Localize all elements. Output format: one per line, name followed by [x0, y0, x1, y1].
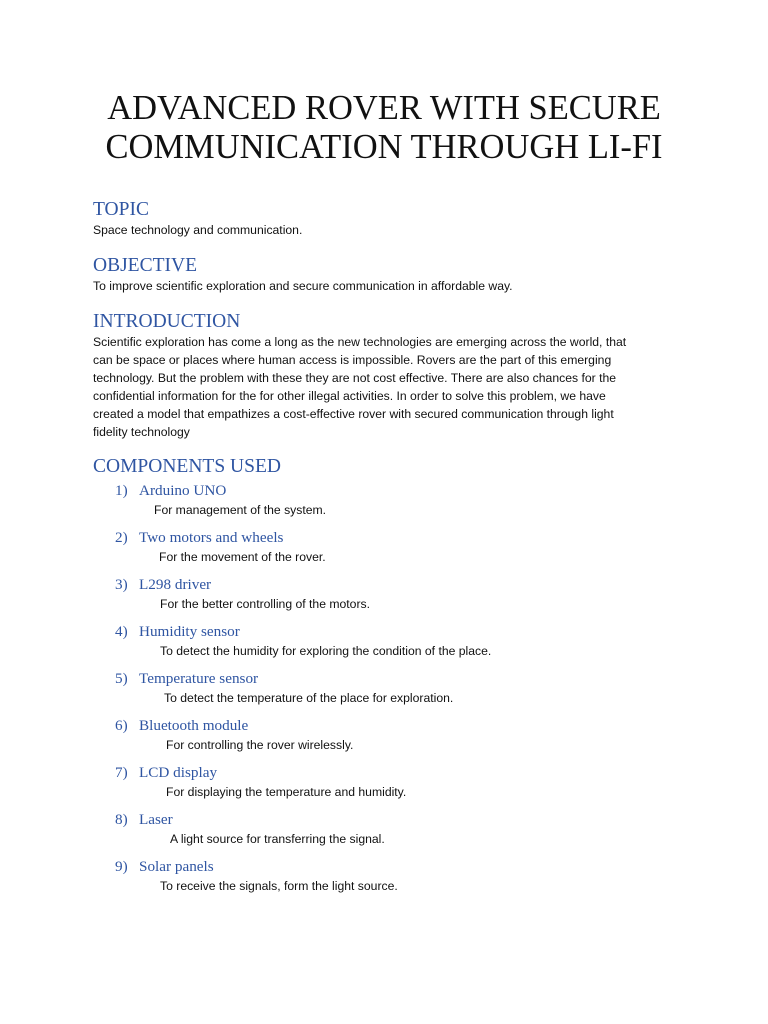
component-number: 3)	[115, 576, 128, 593]
component-description: For controlling the rover wirelessly.	[166, 738, 354, 752]
component-description: For the movement of the rover.	[159, 550, 326, 564]
component-description: For the better controlling of the motors.	[160, 597, 370, 611]
components-heading: COMPONENTS USED	[93, 456, 281, 477]
component-name: Humidity sensor	[139, 623, 240, 640]
introduction-heading: INTRODUCTION	[93, 311, 241, 332]
component-number: 1)	[115, 482, 128, 499]
introduction-line: confidential information for the for other illegal activities. In order to solve this problem, we have	[93, 388, 606, 403]
component-name: Laser	[139, 811, 173, 828]
component-description: To receive the signals, form the light source.	[160, 879, 398, 893]
title-line-1: ADVANCED ROVER WITH SECURE	[107, 89, 661, 127]
component-name: Temperature sensor	[139, 670, 259, 687]
component-description: A light source for transferring the signal.	[170, 832, 385, 846]
component-description: To detect the humidity for exploring the condition of the place.	[160, 644, 492, 658]
component-description: For displaying the temperature and humidity.	[166, 785, 407, 799]
topic-text: Space technology and communication.	[93, 223, 303, 237]
topic-heading: TOPIC	[93, 199, 149, 220]
component-number: 7)	[115, 764, 128, 781]
component-name: Two motors and wheels	[139, 529, 284, 546]
component-description: For management of the system.	[154, 503, 327, 517]
component-name: Bluetooth module	[139, 717, 249, 734]
component-number: 4)	[115, 623, 128, 640]
component-name: LCD display	[139, 764, 218, 781]
introduction-line: fidelity technology	[93, 424, 190, 439]
objective-heading: OBJECTIVE	[93, 255, 197, 276]
introduction-line: Scientific exploration has come a long as the new technologies are emerging across the world, that	[93, 335, 627, 349]
component-description: To detect the temperature of the place for exploration.	[164, 691, 454, 705]
component-name: Solar panels	[139, 858, 214, 875]
title-line-2: COMMUNICATION THROUGH LI-FI	[105, 128, 663, 166]
objective-text: To improve scientific exploration and secure communication in affordable way.	[93, 279, 513, 293]
component-number: 9)	[115, 858, 128, 875]
introduction-line: created a model that empathizes a cost-effective rover with secured communication through light	[93, 406, 614, 421]
component-number: 2)	[115, 529, 128, 546]
component-number: 5)	[115, 670, 128, 687]
introduction-line: technology. But the problem with these they are not cost effective. There are also chances for the	[93, 370, 617, 385]
component-name: L298 driver	[139, 576, 212, 593]
component-number: 8)	[115, 811, 128, 828]
introduction-paragraph	[93, 334, 673, 441]
component-name: Arduino UNO	[139, 482, 227, 499]
introduction-line: can be space or places where human access is impossible. Rovers are the part of this emerging	[93, 352, 612, 367]
document-title	[0, 89, 768, 167]
component-number: 6)	[115, 717, 128, 734]
